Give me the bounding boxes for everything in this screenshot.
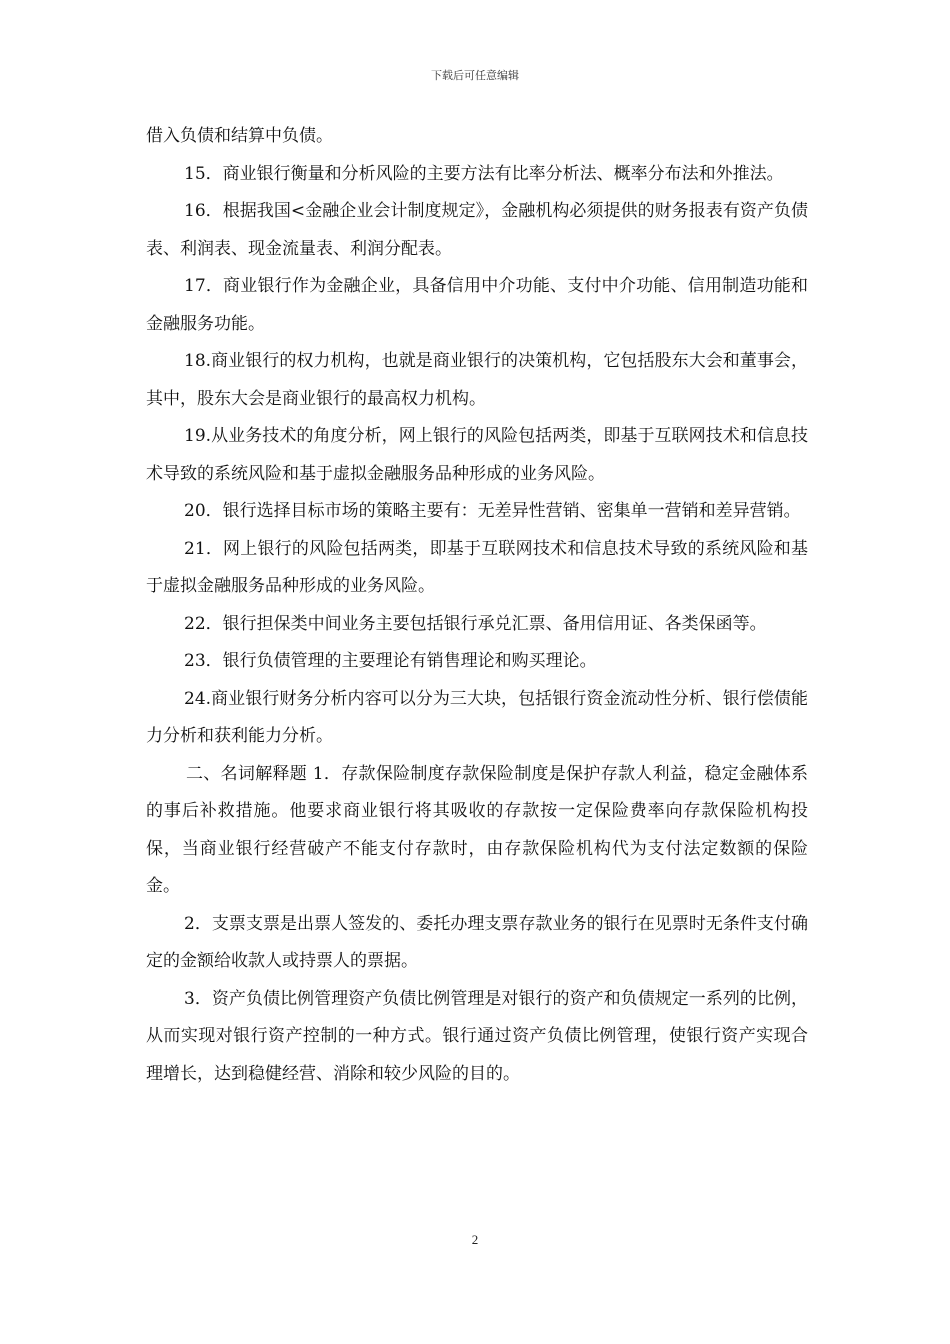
page-header: 下载后可任意编辑	[431, 69, 519, 82]
paragraph-item-17: 17．商业银行作为金融企业，具备信用中介功能、支付中介功能、信用制造功能和金融服务功能。	[146, 276, 808, 334]
document-body	[146, 118, 808, 1093]
page-number: 2	[471, 1232, 479, 1247]
paragraph-item-23: 23．银行负债管理的主要理论有销售理论和购买理论。	[184, 651, 597, 671]
section-definitions-item-1: 二、名词解释题 1．存款保险制度存款保险制度是保护存款人利益，稳定金融体系的事后补救措施。他要求商业银行将其吸收的存款按一定保险费率向存款保险机构投保，当商业银行经营破产不能支付存款时，由存款保险机构代为支付法定数额的保险金。	[146, 763, 808, 896]
paragraph-continuation: 借入负债和结算中负债。	[146, 126, 333, 146]
definition-item-2: 2．支票支票是出票人签发的、委托办理支票存款业务的银行在见票时无条件支付确定的金额给收款人或持票人的票据。	[146, 913, 808, 971]
paragraph-item-15: 15．商业银行衡量和分析风险的主要方法有比率分析法、概率分布法和外推法。	[184, 163, 784, 184]
paragraph-item-18: 18.商业银行的权力机构，也就是商业银行的决策机构，它包括股东大会和董事会，其中，股东大会是商业银行的最高权力机构。	[146, 351, 808, 409]
paragraph-item-24: 24.商业银行财务分析内容可以分为三大块，包括银行资金流动性分析、银行偿债能力分析和获利能力分析。	[146, 688, 808, 746]
definition-item-3: 3．资产负债比例管理资产负债比例管理是对银行的资产和负债规定一系列的比例，从而实现对银行资产控制的一种方式。银行通过资产负债比例管理，使银行资产实现合理增长，达到稳健经营、消除和较少风险的目的。	[146, 988, 808, 1084]
paragraph-item-21: 21．网上银行的风险包括两类，即基于互联网技术和信息技术导致的系统风险和基于虚拟金融服务品种形成的业务风险。	[146, 538, 808, 596]
paragraph-item-19: 19.从业务技术的角度分析，网上银行的风险包括两类，即基于互联网技术和信息技术导致的系统风险和基于虚拟金融服务品种形成的业务风险。	[146, 426, 808, 484]
paragraph-item-16: 16．根据我国<金融企业会计制度规定》，金融机构必须提供的财务报表有资产负债表、利润表、现金流量表、利润分配表。	[146, 201, 808, 259]
paragraph-item-22: 22．银行担保类中间业务主要包括银行承兑汇票、备用信用证、各类保函等。	[184, 613, 767, 634]
paragraph-item-20: 20．银行选择目标市场的策略主要有：无差异性营销、密集单一营销和差异营销。	[184, 501, 801, 521]
